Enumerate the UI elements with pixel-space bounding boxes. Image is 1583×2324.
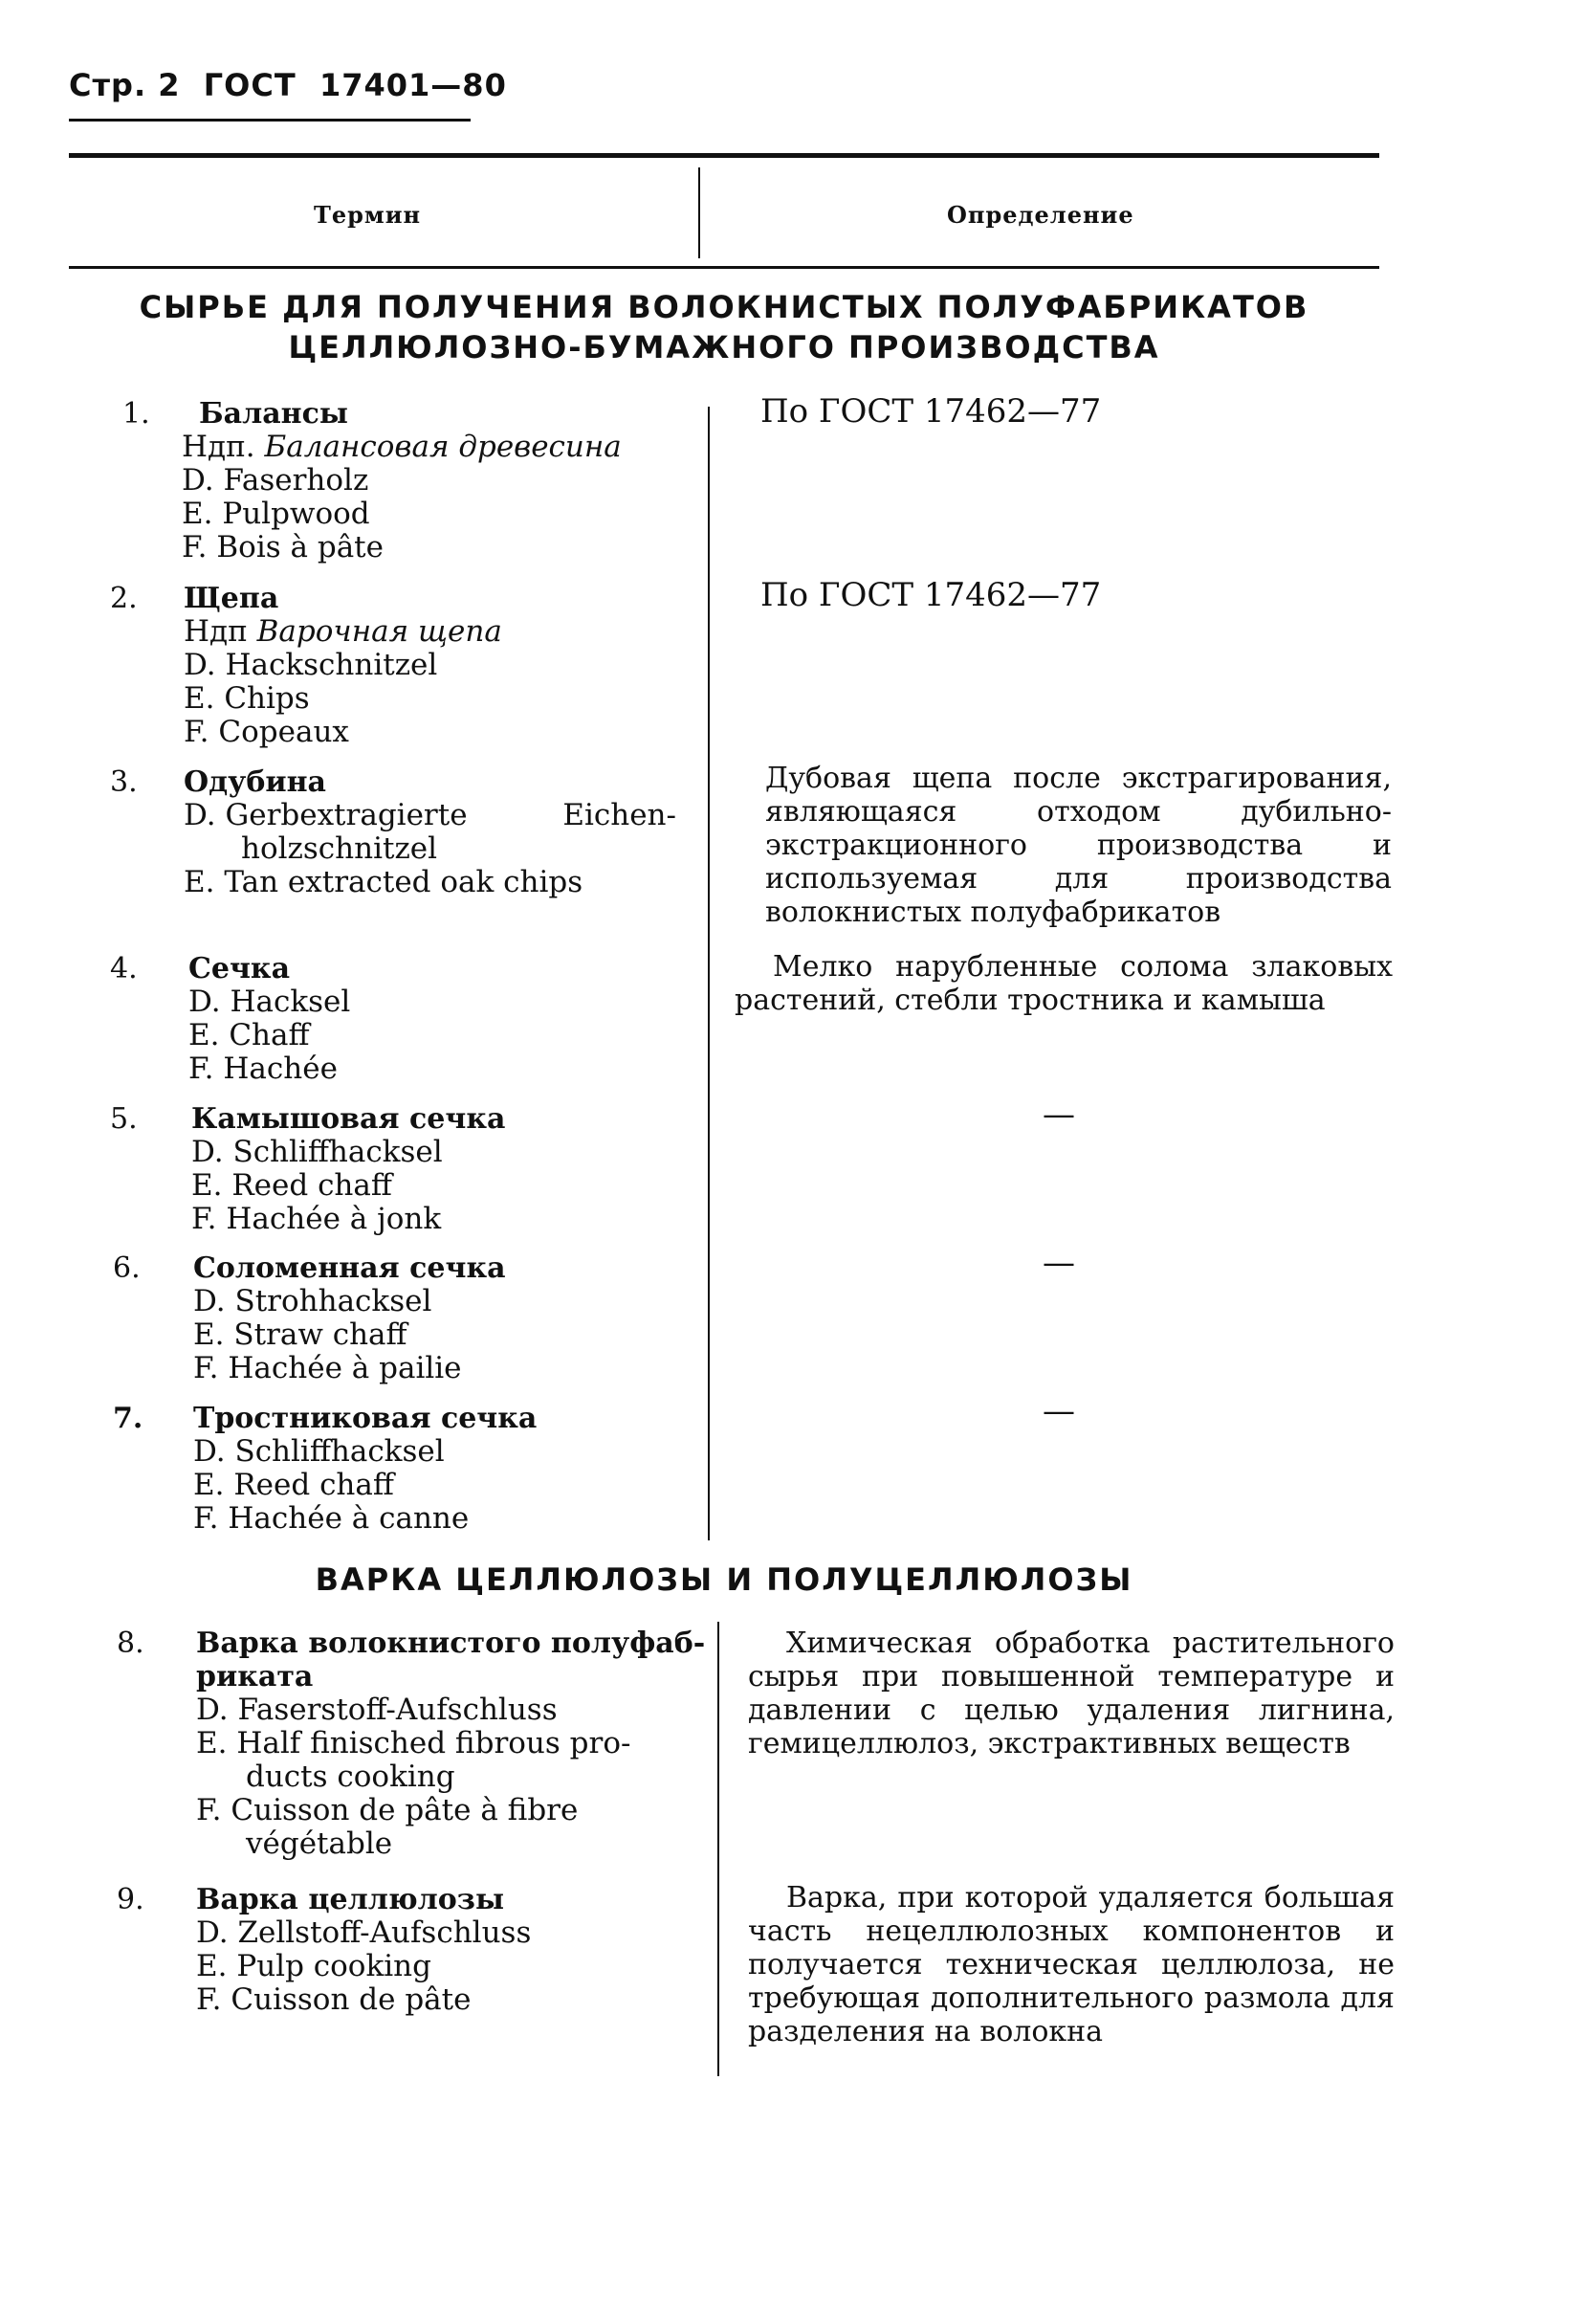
- section-title-line: ВАРКА ЦЕЛЛЮЛОЗЫ И ПОЛУЦЕЛЛЮЛОЗЫ: [315, 1561, 1133, 1598]
- ndp-label: Ндп.: [182, 430, 255, 464]
- entry-number: 8.: [117, 1627, 144, 1660]
- term-french-cont: végétable: [246, 1826, 393, 1861]
- term-variants: [182, 431, 765, 564]
- section-title-line: ЦЕЛЛЮЛОЗНО-БУМАЖНОГО ПРОИЗВОДСТВА: [288, 329, 1160, 365]
- term-block: [199, 397, 782, 431]
- header-rule: [69, 266, 1379, 269]
- term-block: [184, 582, 767, 749]
- term-block: [184, 765, 767, 899]
- term-french: F. Hachée à canne: [193, 1501, 470, 1536]
- entry-number: 2.: [110, 582, 138, 615]
- term-german-end: Eichen-: [562, 798, 676, 832]
- term-german-cont: holzschnitzel: [241, 831, 438, 866]
- term-german: D. Schliffhacksel: [193, 1434, 445, 1469]
- term-german: D. Strohhacksel: [193, 1284, 432, 1318]
- top-rule: [69, 153, 1379, 158]
- entry-number: 6.: [113, 1251, 141, 1285]
- term-french: F. Hachée à pailie: [193, 1351, 462, 1385]
- standard-number: 17401—80: [319, 67, 507, 103]
- definition-2: По ГОСТ 17462—77: [760, 576, 1102, 614]
- term-german: [184, 799, 676, 832]
- term-german: D. Schliffhacksel: [191, 1135, 443, 1169]
- term-block: [193, 1251, 777, 1385]
- entry-number: 5.: [110, 1102, 138, 1136]
- definition-7: —: [1043, 1392, 1075, 1430]
- standard-label: ГОСТ: [203, 67, 297, 103]
- term-french: F. Copeaux: [184, 715, 349, 749]
- entry-number: 9.: [117, 1883, 144, 1916]
- term-german: D. Zellstoff-Aufschluss: [196, 1915, 532, 1950]
- term-french: F. Bois à pâte: [182, 530, 384, 564]
- term-name: Щепа: [184, 582, 279, 615]
- definition-8: Химическая обработка растительного сырья при повышенной температуре и давлении с целью удаления лигнина, гемицеллюлоз, экстрактивных веществ: [748, 1627, 1395, 1760]
- term-english: E. Reed chaff: [193, 1468, 394, 1502]
- definition-9: Варка, при которой удаляется большая часть нецеллюлозных компонентов и получается техническая целлюлоза, не требующая дополнительного размола для разделения на волокна: [748, 1881, 1395, 2048]
- term-english: E. Half finisched fibrous pro-: [196, 1726, 631, 1760]
- section-title-raw-materials: [69, 287, 1379, 367]
- definition-6: —: [1043, 1244, 1075, 1282]
- term-english: E. Pulpwood: [182, 497, 370, 531]
- definition-3: Дубовая щепа после экстрагирования, являющаяся отходом дубильно-экстракционного производства и используемая для производства волокнистых полуфабрикатов: [765, 762, 1392, 929]
- definition-5: —: [1043, 1096, 1075, 1134]
- term-english: E. Straw chaff: [193, 1317, 407, 1352]
- page-header: [69, 67, 507, 103]
- page-number: Стр. 2: [69, 67, 181, 103]
- column-header-definition: Определение: [947, 201, 1134, 229]
- term-block: [191, 1102, 775, 1236]
- entry-number: 3.: [110, 765, 138, 799]
- entry-number: 4.: [110, 952, 138, 985]
- column-header-term: Термин: [314, 201, 422, 229]
- term-name: Камышовая сечка: [191, 1102, 506, 1136]
- definition-4: Мелко нарубленные солома злаковых растений, стебли тростника и камыша: [735, 950, 1393, 1017]
- term-german: D. Hackschnitzel: [184, 648, 438, 682]
- term-english: E. Chaff: [188, 1018, 310, 1052]
- term-name: Сечка: [188, 952, 291, 985]
- term-name-cont: риката: [196, 1660, 314, 1693]
- term-name: Балансы: [199, 397, 348, 431]
- term-english: E. Reed chaff: [191, 1168, 392, 1203]
- term-french: F. Hachée: [188, 1051, 338, 1086]
- term-german-start: D. Gerbextragierte: [184, 798, 468, 832]
- term-english: E. Tan extracted oak chips: [184, 865, 583, 899]
- section-title-line: СЫРЬЕ ДЛЯ ПОЛУЧЕНИЯ ВОЛОКНИСТЫХ ПОЛУФАБРИКАТОВ: [139, 289, 1309, 325]
- ndp-term: Варочная щепа: [256, 614, 502, 649]
- term-french: F. Cuisson de pâte: [196, 1982, 472, 2017]
- term-name: Одубина: [184, 765, 326, 799]
- term-english-cont: ducts cooking: [246, 1760, 455, 1794]
- ndp-line: [182, 431, 765, 464]
- term-block: [196, 1883, 780, 2017]
- term-english: E. Chips: [184, 681, 310, 716]
- term-french: F. Cuisson de pâte à fibre: [196, 1793, 579, 1827]
- header-underline: [69, 119, 471, 122]
- term-block: [193, 1402, 777, 1536]
- term-german: D. Faserholz: [182, 463, 369, 498]
- section-title-pulp-cooking: [69, 1560, 1379, 1600]
- term-name: Тростниковая сечка: [193, 1402, 538, 1435]
- definition-1: По ГОСТ 17462—77: [760, 392, 1102, 431]
- term-english: E. Pulp cooking: [196, 1949, 431, 1983]
- ndp-term: Балансовая древесина: [264, 430, 622, 464]
- term-french: F. Hachée à jonk: [191, 1202, 442, 1236]
- term-name: Варка волокнистого полуфаб-: [196, 1627, 706, 1660]
- ndp-label: Ндп: [184, 614, 248, 649]
- term-name: Варка целлюлозы: [196, 1883, 505, 1916]
- column-header-divider: [698, 167, 700, 258]
- entry-number: 7.: [113, 1402, 143, 1435]
- term-block: [196, 1627, 780, 1861]
- ndp-line: [184, 615, 767, 649]
- term-name: Соломенная сечка: [193, 1251, 506, 1285]
- term-german: D. Faserstoff-Aufschluss: [196, 1693, 558, 1727]
- term-german: D. Hacksel: [188, 985, 351, 1019]
- term-block: [188, 952, 772, 1086]
- entry-number: 1.: [122, 397, 150, 431]
